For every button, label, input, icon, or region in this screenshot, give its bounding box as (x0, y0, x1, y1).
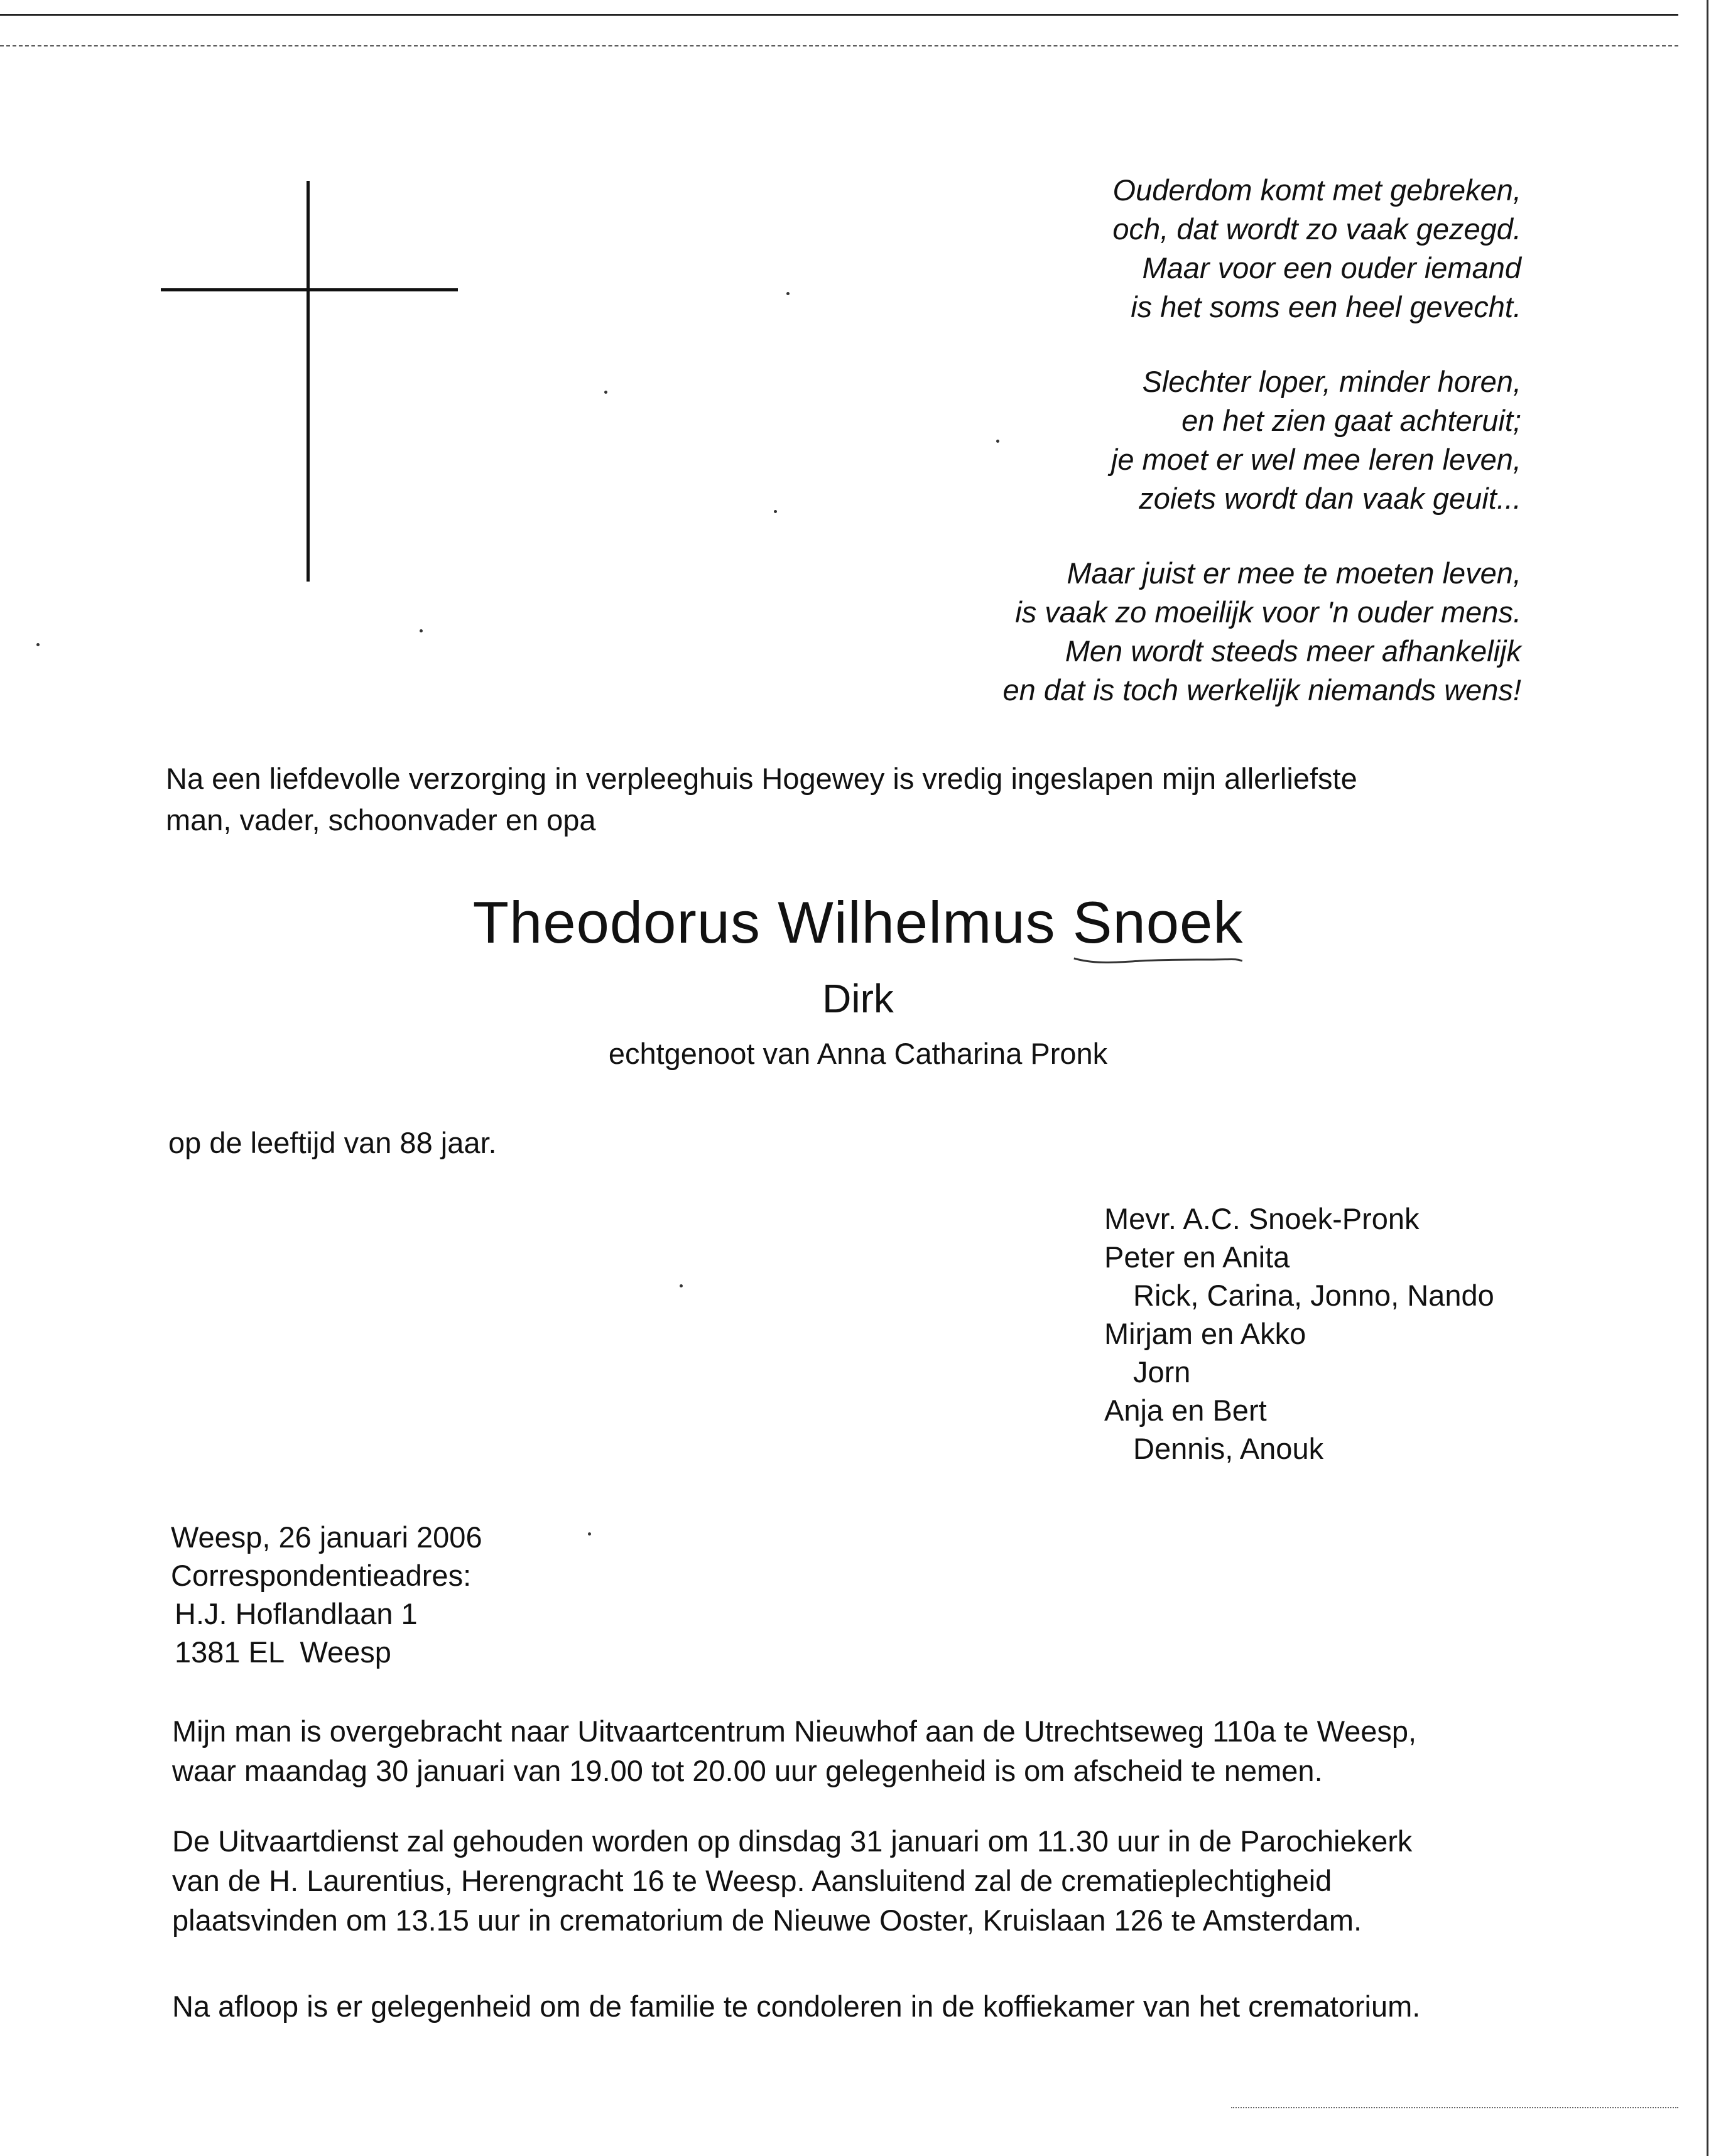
scan-speck (774, 510, 777, 513)
poem-line: Men wordt steeds meer afhankelijk (1065, 634, 1521, 668)
street-address: H.J. Hoflandlaan 1 (175, 1597, 418, 1630)
paragraph-line: waar maandag 30 januari van 19.00 tot 20.00 uur gelegenheid is om afscheid te nemen. (172, 1754, 1323, 1787)
given-names: Theodorus Wilhelmus (472, 889, 1056, 955)
family-list (1104, 1200, 1494, 1468)
scan-speck (680, 1284, 683, 1287)
family-member: Dennis, Anouk (1133, 1432, 1324, 1465)
bottom-dotted-line (1231, 2107, 1678, 2108)
intro-text (166, 758, 1548, 841)
poem-line: en dat is toch werkelijk niemands wens! (1002, 673, 1521, 707)
poem-line: is het soms een heel gevecht. (1131, 290, 1521, 323)
poem-line: Maar voor een ouder iemand (1142, 251, 1521, 284)
viewing-paragraph (172, 1711, 1554, 1790)
surname: Snoek (1072, 889, 1244, 955)
nickname: Dirk (822, 976, 894, 1021)
paragraph-line: Mijn man is overgebracht naar Uitvaartcentrum Nieuwhof aan de Utrechtseweg 110a te Weesp, (172, 1715, 1417, 1748)
poem-line: zoiets wordt dan vaak geuit... (1139, 482, 1521, 515)
deceased-name (0, 888, 1716, 957)
paragraph-line: plaatsvinden om 13.15 uur in crematorium de Nieuwe Ooster, Kruislaan 126 te Amsterdam. (172, 1904, 1362, 1937)
paragraph-line: Na afloop is er gelegenheid om de familie te condoleren in de koffiekamer van het crematorium. (172, 1990, 1421, 2023)
poem-line: je moet er wel mee leren leven, (1111, 443, 1521, 476)
poem-line: is vaak zo moeilijk voor 'n ouder mens. (1015, 595, 1521, 629)
top-border-line (0, 14, 1678, 16)
cross-horizontal-bar (161, 288, 458, 291)
top-dashed-line (0, 45, 1678, 46)
family-member: Anja en Bert (1104, 1394, 1267, 1427)
poem-line: en het zien gaat achteruit; (1181, 404, 1521, 437)
age-line: op de leeftijd van 88 jaar. (168, 1126, 497, 1159)
service-paragraph (172, 1821, 1554, 1940)
intro-line: man, vader, schoonvader en opa (166, 803, 596, 837)
spouse-line: echtgenoot van Anna Catharina Pronk (608, 1037, 1108, 1070)
surname-wrapper (1073, 888, 1244, 957)
paragraph-line: De Uitvaartdienst zal gehouden worden op dinsdag 31 januari om 11.30 uur in de Parochiekerk (172, 1824, 1413, 1858)
right-page-edge (1707, 0, 1715, 2156)
scan-speck (36, 643, 40, 646)
condolence-paragraph (172, 1986, 1554, 2026)
poem-line: Slechter loper, minder horen, (1142, 365, 1521, 398)
correspondence-address (171, 1518, 482, 1671)
scan-speck (588, 1532, 591, 1536)
scan-speck (420, 629, 423, 632)
intro-line: Na een liefdevolle verzorging in verpleeghuis Hogewey is vredig ingeslapen mijn allerliefste (166, 762, 1357, 795)
family-member: Peter en Anita (1104, 1240, 1290, 1274)
handwritten-underline (1073, 952, 1244, 967)
scan-speck (786, 292, 790, 295)
address-label: Correspondentieadres: (171, 1559, 472, 1592)
poem (705, 171, 1521, 745)
poem-stanza-2 (705, 362, 1521, 518)
scan-speck (996, 440, 999, 443)
paragraph-line: van de H. Laurentius, Herengracht 16 te Weesp. Aansluitend zal de crematieplechtigheid (172, 1864, 1332, 1897)
family-member: Mevr. A.C. Snoek-Pronk (1104, 1202, 1420, 1235)
postal-address: 1381 EL Weesp (175, 1635, 391, 1669)
poem-line: och, dat wordt zo vaak gezegd. (1112, 212, 1521, 246)
poem-stanza-1 (705, 171, 1521, 327)
place-date: Weesp, 26 januari 2006 (171, 1520, 482, 1554)
scan-speck (604, 391, 607, 394)
poem-line: Maar juist er mee te moeten leven, (1067, 556, 1521, 590)
cross-vertical-bar (307, 181, 310, 582)
poem-stanza-3 (705, 554, 1521, 710)
poem-line: Ouderdom komt met gebreken, (1112, 173, 1521, 207)
family-member: Jorn (1133, 1355, 1191, 1389)
family-member: Rick, Carina, Jonno, Nando (1133, 1279, 1494, 1312)
family-member: Mirjam en Akko (1104, 1317, 1306, 1350)
